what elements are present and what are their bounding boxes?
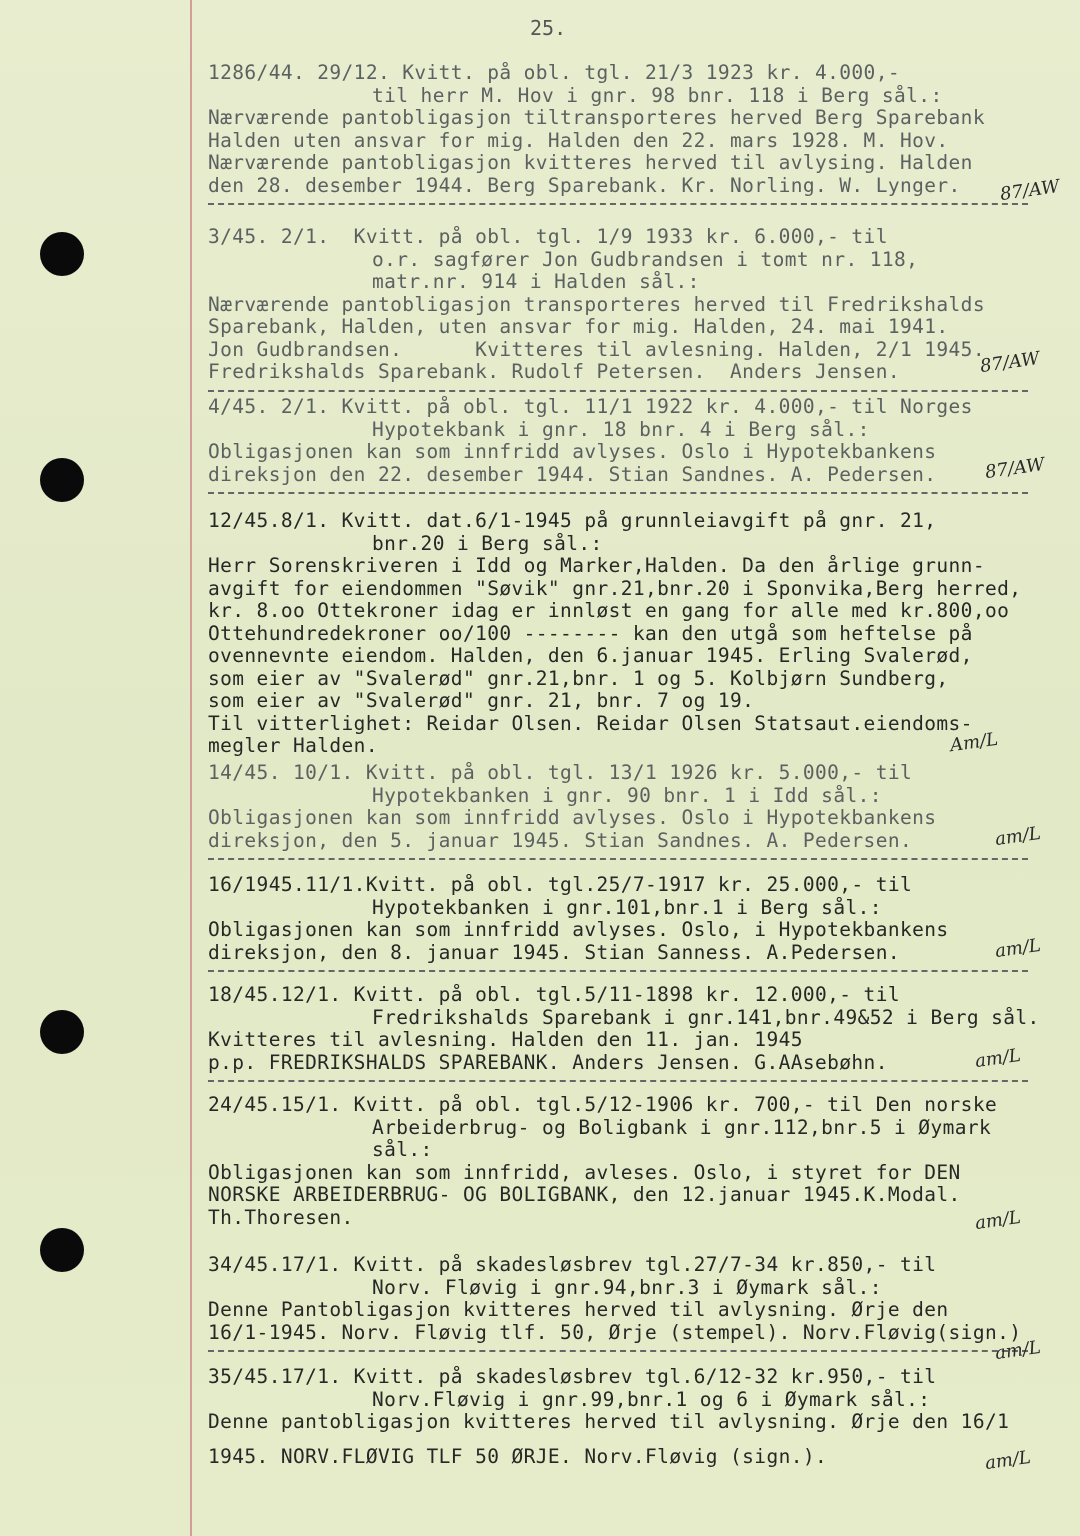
entry-line: Ottehundredekroner oo/100 -------- kan den utgå som heftelse på [208,622,973,645]
entry-line: Obligasjonen kan som innfridd avlyses. Oslo i Hypotekbankens [208,807,937,829]
entry-separator [208,390,1028,392]
entry-line: Obligasjonen kan som innfridd, avleses. Oslo, i styret for DEN [208,1161,961,1184]
entry-line: p.p. FREDRIKSHALDS SPAREBANK. Anders Jensen. G.AAsebøhn. [208,1051,888,1074]
entry-line: 12/45.8/1. Kvitt. dat.6/1-1945 på grunnleiavgift på gnr. 21, [208,510,937,532]
entry-line: kr. 8.oo Ottekroner idag er innløst en gang for alle med kr.800,oo [208,600,1010,622]
ledger-entry [208,510,1058,758]
entry-line: Til vitterlighet: Reidar Olsen. Reidar Olsen Statsaut.eiendoms- [208,712,973,735]
entry-line: Nærværende pantobligasjon kvitteres herved til avlysing. Halden [208,152,973,174]
entry-line: Denne Pantobligasjon kvitteres herved til avlysning. Ørje den [208,1299,949,1321]
entry-line: direksjon, den 5. januar 1945. Stian Sandnes. A. Pedersen. [208,829,913,852]
handwritten-mark: am/L [993,934,1043,963]
punch-hole [40,1010,84,1054]
ledger-entry [208,1094,1058,1229]
entry-line: 34/45.17/1. Kvitt. på skadesløsbrev tgl.27/7-34 kr.850,- til [208,1254,937,1276]
entry-line: direksjon den 22. desember 1944. Stian Sandnes. A. Pedersen. [208,463,937,486]
entry-line: 16/1-1945. Norv. Fløvig tlf. 50, Ørje (stempel). Norv.Fløvig(sign.) [208,1321,1022,1344]
entry-line: den 28. desember 1944. Berg Sparebank. Kr. Norling. W. Lynger. [208,174,961,197]
entry-line: som eier av "Svalerød" gnr.21,bnr. 1 og 5. Kolbjørn Sundberg, [208,667,949,690]
entry-line: Arbeiderbrug- og Boligbank i gnr.112,bnr.5 i Øymark [372,1116,992,1139]
entry-line: 1945. NORV.FLØVIG TLF 50 ØRJE. Norv.Fløvig (sign.). [208,1445,828,1468]
entry-line: Hypotekbank i gnr. 18 bnr. 4 i Berg sål.: [372,418,870,441]
entry-line: Th.Thoresen. [208,1206,354,1229]
entry-line: Herr Sorenskriveren i Idd og Marker,Halden. Da den årlige grunn- [208,555,985,577]
entry-line: Obligasjonen kan som innfridd avlyses. Oslo i Hypotekbankens [208,441,937,463]
ledger-entry [208,1254,1058,1352]
entry-line: 3/45. 2/1. Kvitt. på obl. tgl. 1/9 1933 kr. 6.000,- til [208,226,888,248]
entry-line: Fredrikshalds Sparebank. Rudolf Petersen. Anders Jensen. [208,361,900,383]
entry-line: Nærværende pantobligasjon tiltransporteres herved Berg Sparebank [208,107,985,129]
ledger-entry [208,396,1058,494]
entry-separator [208,1350,1028,1352]
entry-separator [208,492,1028,494]
entry-line: avgift for eiendommen "Søvik" gnr.21,bnr.20 i Sponvika,Berg herred, [208,577,1022,600]
entry-line: matr.nr. 914 i Halden sål.: [372,271,700,293]
handwritten-mark: am/L [973,1044,1023,1073]
entry-line: 35/45.17/1. Kvitt. på skadesløsbrev tgl.6/12-32 kr.950,- til [208,1366,937,1388]
entry-line: Denne pantobligasjon kvitteres herved til avlysning. Ørje den 16/1 [208,1411,1010,1433]
entry-line: ovennevnte eiendom. Halden, den 6.januar 1945. Erling Svalerød, [208,645,973,667]
ledger-entry [208,874,1058,972]
entry-line: Nærværende pantobligasjon transporteres herved til Fredrikshalds [208,293,985,316]
entry-line: som eier av "Svalerød" gnr. 21, bnr. 7 og 19. [208,690,755,712]
handwritten-mark: 87/AW [983,453,1046,484]
entry-separator [208,1080,1028,1082]
ledger-entry [208,226,1058,392]
entry-line: Hypotekbanken i gnr. 90 bnr. 1 i Idd sål.: [372,784,882,807]
handwritten-mark: Am/L [948,728,1000,757]
entry-line: Hypotekbanken i gnr.101,bnr.1 i Berg sål.: [372,896,882,919]
page-number: 25. [530,16,567,40]
entry-line: sål.: [372,1139,433,1161]
entry-line: Halden uten ansvar for mig. Halden den 22. mars 1928. M. Hov. [208,129,949,152]
handwritten-mark: 87/AW [998,175,1061,206]
ledger-entry [208,984,1058,1082]
ledger-entry [208,62,1058,205]
entry-line: megler Halden. [208,735,378,757]
entry-line: 18/45.12/1. Kvitt. på obl. tgl.5/11-1898 kr. 12.000,- til [208,984,900,1006]
handwritten-mark: am/L [983,1446,1033,1475]
entry-line: Norv. Fløvig i gnr.94,bnr.3 i Øymark sål.: [372,1276,882,1299]
margin-line [190,0,192,1536]
entry-separator [208,203,1028,205]
punch-hole [40,1228,84,1272]
entry-line: Obligasjonen kan som innfridd avlyses. Oslo, i Hypotekbankens [208,919,949,941]
entry-line: 4/45. 2/1. Kvitt. på obl. tgl. 11/1 1922 kr. 4.000,- til Norges [208,396,973,418]
punch-hole [40,232,84,276]
entry-line: Sparebank, Halden, uten ansvar for mig. Halden, 24. mai 1941. [208,316,949,338]
entry-line: 16/1945.11/1.Kvitt. på obl. tgl.25/7-1917 kr. 25.000,- til [208,874,913,896]
entry-line: 1286/44. 29/12. Kvitt. på obl. tgl. 21/3 1923 kr. 4.000,- [208,62,900,84]
handwritten-mark: am/L [973,1206,1023,1235]
punch-hole [40,458,84,502]
entry-line: Kvitteres til avlesning. Halden den 11. jan. 1945 [208,1029,803,1051]
entry-line: Norv.Fløvig i gnr.99,bnr.1 og 6 i Øymark sål.: [372,1388,931,1411]
entry-line: NORSKE ARBEIDERBRUG- OG BOLIGBANK, den 12.januar 1945.K.Modal. [208,1184,961,1206]
entry-line: til herr M. Hov i gnr. 98 bnr. 118 i Berg sål.: [372,84,943,107]
entry-line: 24/45.15/1. Kvitt. på obl. tgl.5/12-1906 kr. 700,- til Den norske [208,1094,998,1116]
ledger-entry [208,762,1058,860]
entry-separator [208,970,1028,972]
handwritten-mark: am/L [993,1336,1043,1365]
entry-line: o.r. sagfører Jon Gudbrandsen i tomt nr. 118, [372,248,919,271]
ledger-entry [208,1366,1058,1468]
entry-line: Jon Gudbrandsen. Kvitteres til avlesning. Halden, 2/1 1945. [208,338,985,361]
entry-line: Fredrikshalds Sparebank i gnr.141,bnr.49&52 i Berg sål. [372,1006,1040,1029]
entry-line: direksjon, den 8. januar 1945. Stian Sanness. A.Pedersen. [208,941,900,964]
entry-line: bnr.20 i Berg sål.: [372,532,603,555]
handwritten-mark: am/L [993,822,1043,851]
entry-separator [208,858,1028,860]
entry-line: 14/45. 10/1. Kvitt. på obl. tgl. 13/1 1926 kr. 5.000,- til [208,762,913,784]
handwritten-mark: 87/AW [978,347,1041,378]
